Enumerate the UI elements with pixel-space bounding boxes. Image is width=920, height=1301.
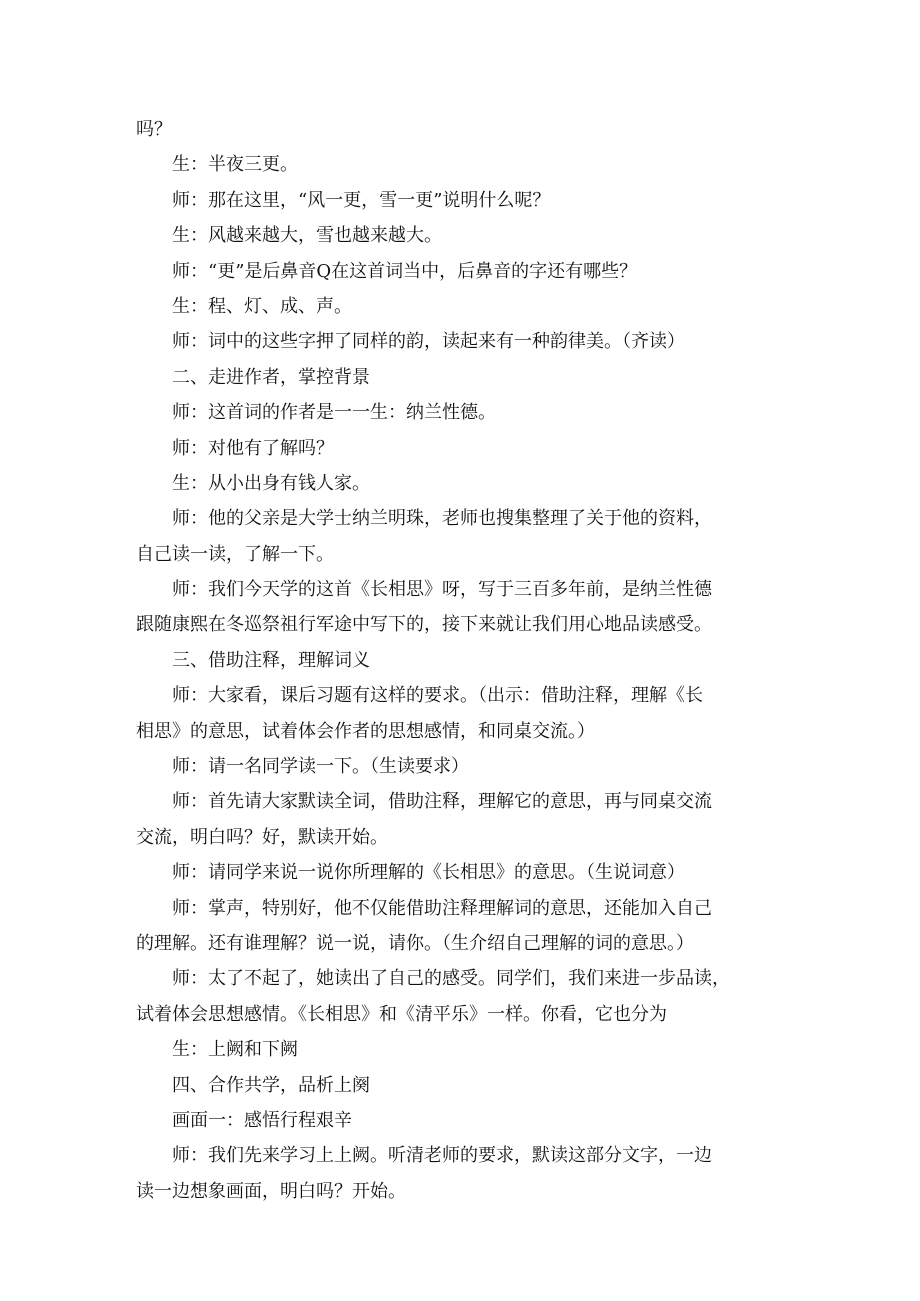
text-line: 师：词中的这些字押了同样的韵，读起来有一种韵律美。（齐读）	[172, 331, 685, 353]
text-line: 师：首先请大家默读全词，借助注释，理解它的意思，再与同桌交流	[172, 791, 712, 813]
text-line: 师：请同学来说一说你所理解的《长相思》的意思。（生说词意）	[172, 862, 685, 884]
text-line: 自己读一读，了解一下。	[136, 543, 334, 565]
text-line: 画面一：感悟行程艰辛	[172, 1109, 352, 1131]
text-line: 三、借助注释，理解词义	[172, 649, 370, 671]
text-line: 的理解。还有谁理解？说一说，请你。（生介绍自己理解的词的意思。）	[136, 932, 694, 954]
text-line: 师：我们今天学的这首《长相思》呀，写于三百多年前，是纳兰性德	[172, 579, 712, 601]
text-line: 生：程、灯、成、声。	[172, 295, 352, 317]
text-line: 师：对他有了解吗？	[172, 437, 334, 459]
text-line: 师：他的父亲是大学士纳兰明珠，老师也搜集整理了关于他的资料，	[172, 508, 712, 530]
text-line: 师：掌声，特别好，他不仅能借助注释理解词的意思，还能加入自己	[172, 897, 712, 919]
text-line: 师：我们先来学习上上阙。听清老师的要求，默读这部分文字，一边	[172, 1145, 712, 1167]
text-line: 生：半夜三更。	[172, 154, 298, 176]
document-body	[136, 112, 788, 1209]
text-line: 师：“更”是后鼻音Q在这首词当中，后鼻音的字还有哪些？	[172, 260, 638, 282]
text-line: 师：这首词的作者是一一生：纳兰性德。	[172, 402, 496, 424]
text-line: 交流，明白吗？好，默读开始。	[136, 826, 388, 848]
text-line: 生：从小出身有钱人家。	[172, 472, 370, 494]
text-line: 跟随康熙在冬巡祭祖行军途中写下的，接下来就让我们用心地品读感受。	[136, 614, 712, 636]
text-line: 相思》的意思，试着体会作者的思想感情，和同桌交流。）	[136, 720, 595, 742]
text-line: 二、走进作者，掌控背景	[172, 366, 370, 388]
text-line: 师：大家看，课后习题有这样的要求。（出示：借助注释，理解《长	[172, 685, 703, 707]
text-line: 师：请一名同学读一下。（生读要求）	[172, 756, 469, 778]
text-line: 生：风越来越大，雪也越来越大。	[172, 225, 442, 247]
text-line: 四、合作共学，品析上阕	[172, 1074, 370, 1096]
text-line: 师：太了不起了，她读出了自己的感受。同学们，我们来进一步品读，	[172, 968, 730, 990]
text-line: 吗？	[136, 119, 172, 140]
text-line: 生：上阙和下阙	[172, 1039, 298, 1061]
text-line: 试着体会思想感情。《长相思》和《清平乐》一样。你看，它也分为	[136, 1003, 667, 1025]
text-line: 读一边想象画面，明白吗？开始。	[136, 1180, 406, 1202]
text-line: 师：那在这里，“风一更，雪一更”说明什么呢？	[172, 189, 551, 211]
